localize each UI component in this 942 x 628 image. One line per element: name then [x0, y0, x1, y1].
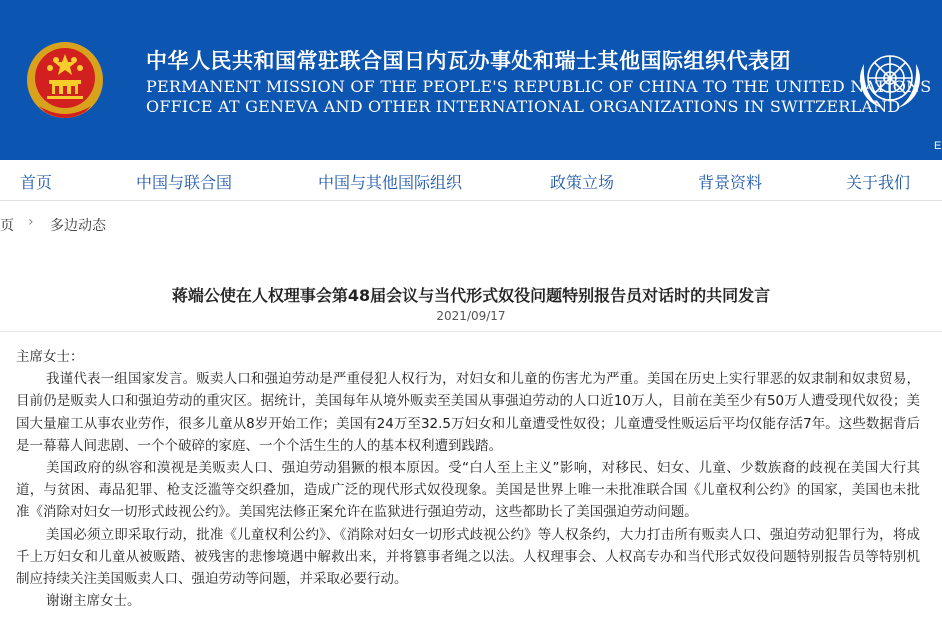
- article-body: [16, 346, 920, 612]
- breadcrumb-home-link[interactable]: 页: [0, 218, 14, 234]
- breadcrumb-separator: ›: [28, 214, 34, 230]
- article-paragraph: 我谨代表一组国家发言。贩卖人口和强迫劳动是严重侵犯人权行为，对妇女和儿童的伤害尤为严重。美国在历史上实行罪恶的奴隶制和奴隶贸易，目前仍是贩卖人口和强迫劳动的重灾区。据统计，美国每年从境外贩卖至美国从事强迫劳动的人口近10万人，目前在美至少有50万人遭受现代奴役；美国大量雇工从事农业劳作，很多儿童从8岁开始工作；美国有24万至32.5万妇女和儿童遭受性奴役；儿童遭受性贩运后平均仅能存活7年。这些数据背后是一幕幕人间悲剧、一个个破碎的家庭、一个个活生生的人的基本权利遭到践踏。: [16, 371, 920, 454]
- english-version-link[interactable]: E: [934, 140, 942, 152]
- article-title: 蒋端公使在人权理事会第48届会议与当代形式奴役问题特别报告员对话时的共同发言: [171, 286, 771, 305]
- nav-item-china-and-other-organizations[interactable]: 中国与其他国际组织: [318, 173, 463, 192]
- un-emblem-icon: [850, 44, 930, 118]
- site-title-english-line2: OFFICE AT GENEVA AND OTHER INTERNATIONAL ORGANIZATIONS IN SWITZERLAND: [146, 97, 901, 116]
- site-title-chinese: 中华人民共和国常驻联合国日内瓦办事处和瑞士其他国际组织代表团: [146, 49, 791, 73]
- article-salutation: 主席女士：: [16, 349, 84, 365]
- breadcrumb-current-link[interactable]: 多边动态: [50, 218, 106, 234]
- title-divider: [0, 331, 942, 332]
- nav-item-about-us[interactable]: 关于我们: [846, 173, 911, 192]
- article-closing: 谢谢主席女士。: [46, 593, 141, 610]
- article-paragraph: 美国政府的纵容和漠视是美贩卖人口、强迫劳动猖獗的根本原因。受“白人至上主义”影响，对移民、妇女、儿童、少数族裔的歧视在美国大行其道，与贫困、毒品犯罪、枪支泛滥等交织叠加，造成广泛的现代形式奴役现象。美国是世界上唯一未批准联合国《儿童权利公约》的国家，美国也未批准《消除对妇女一切形式歧视公约》。美国宪法修正案允许在监狱进行强迫劳动，这些都助长了美国强迫劳动问题。: [16, 460, 920, 521]
- nav-item-china-and-un[interactable]: 中国与联合国: [136, 173, 233, 192]
- nav-item-background[interactable]: 背景资料: [698, 173, 763, 192]
- site-banner: [0, 0, 942, 160]
- site-title-english-line1: PERMANENT MISSION OF THE PEOPLE'S REPUBLIC OF CHINA TO THE UNITED NATIONS: [146, 77, 932, 96]
- article-paragraph: 美国必须立即采取行动，批准《儿童权利公约》、《消除对妇女一切形式歧视公约》等人权条约，大力打击所有贩卖人口、强迫劳动犯罪行为，将成千上万妇女和儿童从被贩踏、被残害的悲惨境遇中解救出来，并将篡事者绳之以法。人权理事会、人权高专办和当代形式奴役问题特别报告员等特别机制应持续关注美国贩卖人口、强迫劳动等问题，并采取必要行动。: [16, 526, 920, 588]
- national-emblem-icon[interactable]: [25, 40, 105, 122]
- main-nav: [0, 160, 942, 200]
- article-date: 2021/09/17: [436, 309, 506, 323]
- nav-item-home[interactable]: 首页: [20, 173, 53, 192]
- nav-divider: [0, 200, 942, 201]
- nav-item-policy-positions[interactable]: 政策立场: [550, 173, 615, 192]
